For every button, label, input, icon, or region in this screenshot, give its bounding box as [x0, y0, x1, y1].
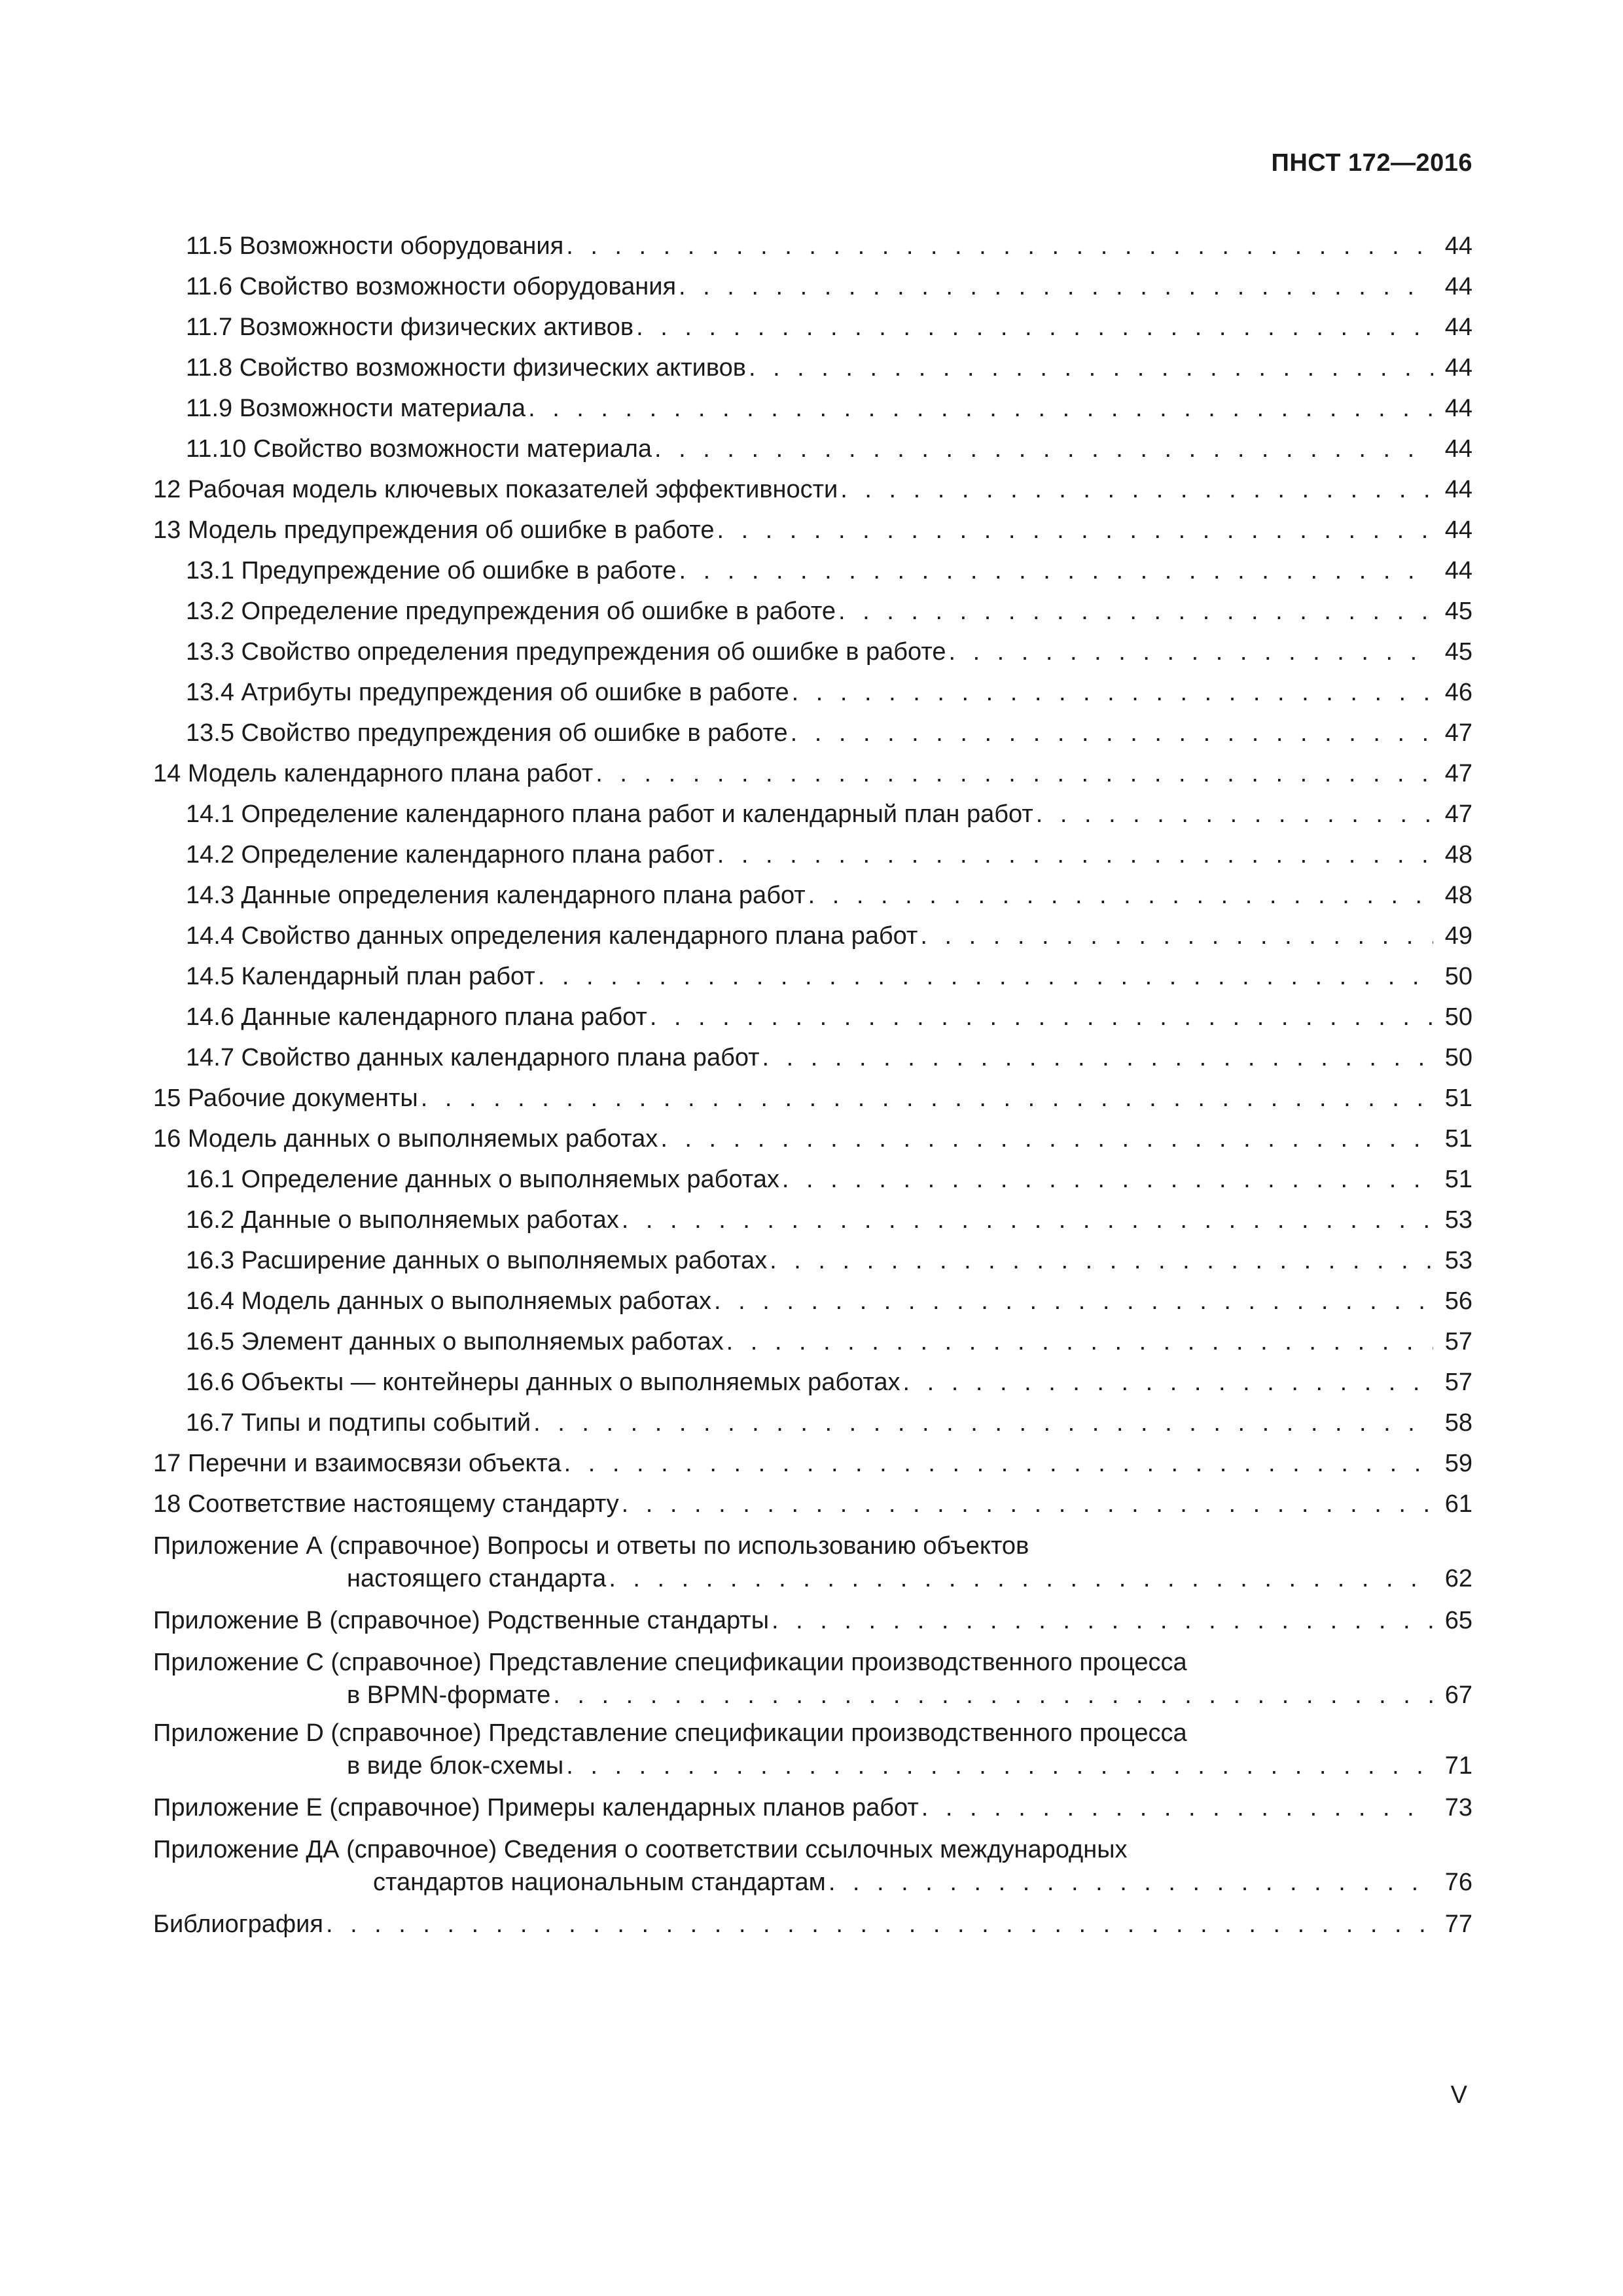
- toc-entry-page: 48: [1444, 882, 1472, 909]
- toc-entry-page: 45: [1444, 598, 1472, 625]
- toc-appendix-title: Приложение Е (справочное) Примеры календарных планов работ: [153, 1794, 919, 1821]
- toc-entry[interactable]: [153, 1037, 1472, 1078]
- dot-leader: [782, 1159, 1433, 1200]
- toc-entry-title: 17 Перечни и взаимосвязи объекта: [153, 1450, 562, 1477]
- toc-appendix-title-line2: настоящего стандарта: [347, 1565, 607, 1592]
- toc-entry-title: 11.9 Возможности материала: [186, 395, 526, 422]
- toc-entry[interactable]: [153, 1281, 1472, 1321]
- toc-entry[interactable]: [153, 834, 1472, 875]
- dot-leader: [829, 1866, 1433, 1899]
- toc-appendix-entry[interactable]: [153, 1646, 1472, 1712]
- toc-entry-title: 16.7 Типы и подтипы событий: [186, 1409, 531, 1437]
- toc-entry[interactable]: [153, 672, 1472, 713]
- toc-entry-page: 44: [1444, 273, 1472, 300]
- dot-leader: [533, 1403, 1433, 1443]
- dot-leader: [679, 266, 1433, 307]
- toc-appendix-entry[interactable]: [153, 1600, 1472, 1641]
- toc-entry[interactable]: [153, 348, 1472, 388]
- toc-entry-page: 50: [1444, 1003, 1472, 1031]
- toc-entry-title: 13.2 Определение предупреждения об ошибке в работе: [186, 598, 836, 625]
- toc-appendix-page: 67: [1444, 1681, 1472, 1709]
- toc-entry-page: 49: [1444, 922, 1472, 950]
- toc-entry-title: 14.6 Данные календарного плана работ: [186, 1003, 647, 1031]
- toc-entry[interactable]: [153, 550, 1472, 591]
- toc-appendix-page: 77: [1444, 1910, 1472, 1938]
- toc-entry-page: 50: [1444, 1044, 1472, 1071]
- toc-entry[interactable]: [153, 429, 1472, 469]
- toc-appendix-title-line1: Приложение ДА (справочное) Сведения о соответствии ссылочных международных: [153, 1836, 1128, 1863]
- toc-entry-page: 47: [1444, 719, 1472, 747]
- toc-entry-page: 56: [1444, 1287, 1472, 1315]
- toc-entry-title: 13.4 Атрибуты предупреждения об ошибке в работе: [186, 679, 789, 706]
- toc-entry[interactable]: [153, 753, 1472, 794]
- toc-appendix-entry[interactable]: [153, 1787, 1472, 1828]
- dot-leader: [762, 1037, 1433, 1078]
- toc-entry-page: 53: [1444, 1206, 1472, 1234]
- toc-entry-page: 44: [1444, 516, 1472, 544]
- toc-entry-page: 44: [1444, 232, 1472, 260]
- dot-leader: [808, 875, 1433, 916]
- toc-appendix-entry[interactable]: [153, 1833, 1472, 1899]
- toc-appendix-page: 76: [1444, 1869, 1472, 1896]
- dot-leader: [564, 1443, 1433, 1484]
- toc-entry[interactable]: [153, 1078, 1472, 1119]
- toc-entry-title: 14.3 Данные определения календарного плана работ: [186, 882, 806, 909]
- toc-entry-title: 12 Рабочая модель ключевых показателей эффективности: [153, 476, 838, 503]
- dot-leader: [566, 1749, 1433, 1782]
- toc-entry-title: 14.5 Календарный план работ: [186, 963, 535, 990]
- toc-entry-page: 53: [1444, 1247, 1472, 1274]
- toc-entry-title: 14.2 Определение календарного плана работ: [186, 841, 715, 869]
- toc-entry-page: 51: [1444, 1166, 1472, 1193]
- toc-entry[interactable]: [153, 388, 1472, 429]
- toc-entry-page: 44: [1444, 395, 1472, 422]
- toc-appendix-page: 65: [1444, 1607, 1472, 1634]
- toc-entry[interactable]: [153, 875, 1472, 916]
- toc-entry[interactable]: [153, 1403, 1472, 1443]
- dot-leader: [772, 1600, 1433, 1641]
- dot-leader: [948, 632, 1433, 672]
- toc-entry[interactable]: [153, 1159, 1472, 1200]
- toc-entry-page: 48: [1444, 841, 1472, 869]
- toc-entry-title: 18 Соответствие настоящему стандарту: [153, 1490, 619, 1518]
- toc-entry-title: 16.4 Модель данных о выполняемых работах: [186, 1287, 711, 1315]
- toc-entry[interactable]: [153, 1484, 1472, 1524]
- toc-entry[interactable]: [153, 1321, 1472, 1362]
- toc-entry-title: 13.1 Предупреждение об ошибке в работе: [186, 557, 677, 584]
- toc-appendix-title-line2: в виде блок-схемы: [347, 1752, 564, 1780]
- toc-entry-page: 57: [1444, 1369, 1472, 1396]
- toc-entry-title: 11.7 Возможности физических активов: [186, 314, 634, 341]
- toc-entry[interactable]: [153, 591, 1472, 632]
- toc-entry[interactable]: [153, 1362, 1472, 1403]
- toc-entry-page: 51: [1444, 1125, 1472, 1153]
- dot-leader: [609, 1562, 1433, 1595]
- dot-leader: [921, 1787, 1433, 1828]
- toc-entry-page: 44: [1444, 557, 1472, 584]
- toc-entry[interactable]: [153, 1240, 1472, 1281]
- toc-entry[interactable]: [153, 997, 1472, 1037]
- dot-leader: [596, 753, 1433, 794]
- toc-entry-page: 44: [1444, 435, 1472, 463]
- toc-entry-title: 13 Модель предупреждения об ошибке в работе: [153, 516, 715, 544]
- toc-entry-page: 44: [1444, 314, 1472, 341]
- toc-entry[interactable]: [153, 1119, 1472, 1159]
- toc-entry-title: 14.4 Свойство данных определения календарного плана работ: [186, 922, 918, 950]
- toc-appendix-title-line2: стандартов национальным стандартам: [373, 1869, 826, 1896]
- toc-appendix-title-line2: в BPMN-формате: [347, 1681, 551, 1709]
- toc-entry[interactable]: [153, 307, 1472, 348]
- dot-leader: [920, 916, 1433, 956]
- toc-entry-page: 44: [1444, 354, 1472, 382]
- document-code: ПНСТ 172—2016: [1271, 149, 1472, 177]
- toc-entry[interactable]: [153, 226, 1472, 266]
- dot-leader: [528, 388, 1433, 429]
- toc-entry[interactable]: [153, 794, 1472, 834]
- dot-leader: [1036, 794, 1433, 834]
- toc-entry-page: 50: [1444, 963, 1472, 990]
- dot-leader: [792, 672, 1433, 713]
- dot-leader: [840, 469, 1433, 510]
- toc-entry-title: 16.2 Данные о выполняемых работах: [186, 1206, 619, 1234]
- dot-leader: [622, 1484, 1433, 1524]
- toc-appendix-entry[interactable]: [153, 1904, 1472, 1945]
- toc-entry-page: 59: [1444, 1450, 1472, 1477]
- toc-entry-page: 47: [1444, 800, 1472, 828]
- toc-entry-page: 46: [1444, 679, 1472, 706]
- toc-entry-title: 14.7 Свойство данных календарного плана работ: [186, 1044, 760, 1071]
- toc-entry-title: 14 Модель календарного плана работ: [153, 760, 594, 787]
- toc-entry-title: 15 Рабочие документы: [153, 1085, 418, 1112]
- toc-entry-page: 51: [1444, 1085, 1472, 1112]
- toc-appendix-title-line1: Приложение D (справочное) Представление спецификации производственного процесса: [153, 1719, 1187, 1747]
- toc-entry[interactable]: [153, 956, 1472, 997]
- toc-entry-page: 45: [1444, 638, 1472, 666]
- dot-leader: [660, 1119, 1433, 1159]
- dot-leader: [749, 348, 1433, 388]
- toc-appendix-title: Приложение В (справочное) Родственные стандарты: [153, 1607, 770, 1634]
- toc-appendix-page: 73: [1444, 1794, 1472, 1821]
- toc-entry-title: 13.3 Свойство определения предупреждения об ошибке в работе: [186, 638, 946, 666]
- toc-appendix-title-line1: Приложение А (справочное) Вопросы и ответы по использованию объектов: [153, 1532, 1029, 1560]
- dot-leader: [622, 1200, 1433, 1240]
- toc-entry-title: 16.3 Расширение данных о выполняемых работах: [186, 1247, 768, 1274]
- dot-leader: [553, 1679, 1433, 1712]
- toc-entry-title: 16.6 Объекты — контейнеры данных о выполняемых работах: [186, 1369, 901, 1396]
- toc-entry[interactable]: [153, 469, 1472, 510]
- dot-leader: [838, 591, 1433, 632]
- toc-entry-title: 16.5 Элемент данных о выполняемых работах: [186, 1328, 724, 1355]
- dot-leader: [726, 1321, 1433, 1362]
- page-number: V: [1450, 2081, 1467, 2109]
- toc-appendix-page: 71: [1444, 1752, 1472, 1780]
- dot-leader: [714, 1281, 1433, 1321]
- toc-entry-page: 61: [1444, 1490, 1472, 1518]
- toc-entry[interactable]: [153, 713, 1472, 753]
- dot-leader: [717, 510, 1433, 550]
- toc-entry-page: 47: [1444, 760, 1472, 787]
- toc-entry-title: 11.8 Свойство возможности физических активов: [186, 354, 746, 382]
- toc-appendix-entry[interactable]: [153, 1530, 1472, 1595]
- dot-leader: [679, 550, 1433, 591]
- toc-entry[interactable]: [153, 266, 1472, 307]
- toc-entry-title: 11.6 Свойство возможности оборудования: [186, 273, 677, 300]
- toc-entry-title: 11.10 Свойство возможности материала: [186, 435, 652, 463]
- dot-leader: [636, 307, 1433, 348]
- toc-appendix-title: Библиография: [153, 1910, 323, 1938]
- dot-leader: [650, 997, 1433, 1037]
- toc-entry-title: 11.5 Возможности оборудования: [186, 232, 564, 260]
- toc-appendix-page: 62: [1444, 1565, 1472, 1592]
- dot-leader: [326, 1904, 1433, 1945]
- toc-entry[interactable]: [153, 1200, 1472, 1240]
- dot-leader: [903, 1362, 1434, 1403]
- dot-leader: [654, 429, 1433, 469]
- dot-leader: [566, 226, 1433, 266]
- toc-entry[interactable]: [153, 916, 1472, 956]
- toc-entry-title: 13.5 Свойство предупреждения об ошибке в работе: [186, 719, 788, 747]
- toc-appendix-title-line1: Приложение С (справочное) Представление спецификации производственного процесса: [153, 1649, 1187, 1676]
- dot-leader: [421, 1078, 1433, 1119]
- dot-leader: [791, 713, 1433, 753]
- toc-entry-page: 44: [1444, 476, 1472, 503]
- toc-entry-title: 14.1 Определение календарного плана работ и календарный план работ: [186, 800, 1033, 828]
- toc-appendix-entry[interactable]: [153, 1717, 1472, 1782]
- toc-entry-title: 16.1 Определение данных о выполняемых работах: [186, 1166, 779, 1193]
- toc-entry-title: 16 Модель данных о выполняемых работах: [153, 1125, 658, 1153]
- toc-entry[interactable]: [153, 1443, 1472, 1484]
- toc-entry[interactable]: [153, 632, 1472, 672]
- dot-leader: [717, 834, 1433, 875]
- toc-entry[interactable]: [153, 510, 1472, 550]
- dot-leader: [538, 956, 1433, 997]
- table-of-contents: [153, 226, 1472, 1945]
- toc-entry-page: 58: [1444, 1409, 1472, 1437]
- toc-entry-page: 57: [1444, 1328, 1472, 1355]
- dot-leader: [770, 1240, 1433, 1281]
